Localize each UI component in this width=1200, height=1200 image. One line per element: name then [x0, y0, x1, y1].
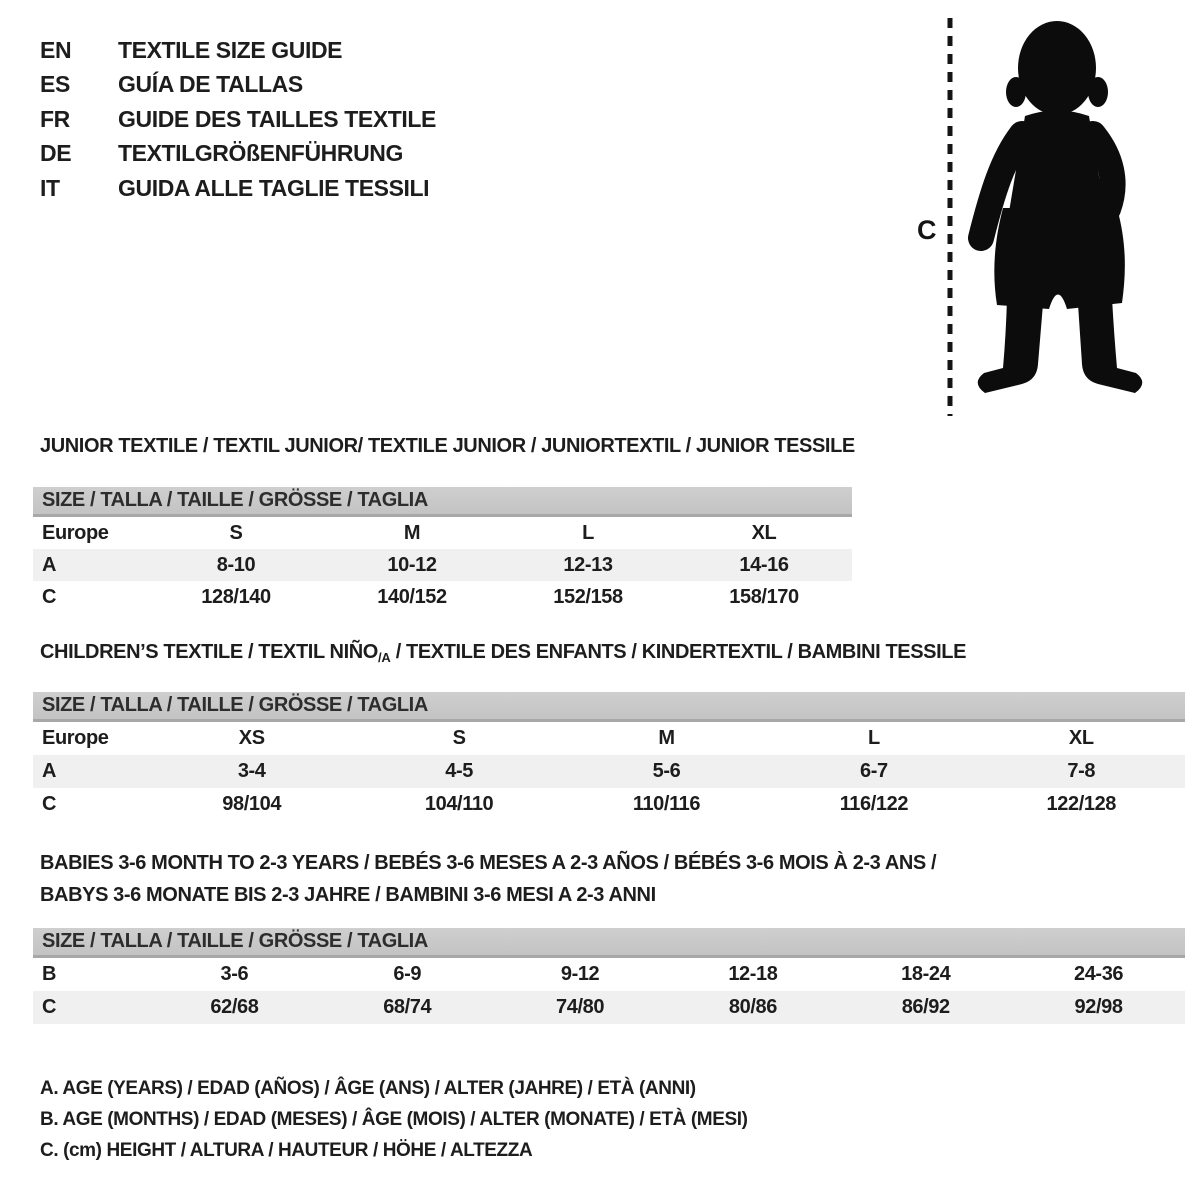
babies-section-title — [40, 847, 936, 911]
cell-age: 5-6 — [652, 760, 681, 782]
junior-row-age — [33, 549, 852, 581]
cell-size: L — [867, 727, 880, 749]
cell-months: 24-36 — [1073, 963, 1124, 985]
legend-line-a: A. AGE (YEARS) / EDAD (AÑOS) / ÂGE (ANS) / ALTER (JAHRE) / ETÀ (ANNI) — [40, 1078, 696, 1099]
legend-line-b: B. AGE (MONTHS) / EDAD (MESES) / ÂGE (MOIS) / ALTER (MONATE) / ETÀ (MESI) — [40, 1109, 748, 1130]
cell-size: S — [229, 521, 243, 544]
lang-row-fr — [40, 102, 436, 137]
lang-title: TEXTILGRÖßENFÜHRUNG — [118, 140, 403, 167]
cell-months: 12-18 — [728, 963, 778, 985]
cell-height: 80/86 — [728, 996, 777, 1018]
cell-height: 74/80 — [556, 996, 605, 1018]
lang-code: EN — [40, 36, 72, 63]
language-header — [40, 33, 436, 206]
cell-age: 6-7 — [860, 760, 888, 782]
row-label: A — [42, 760, 57, 782]
babies-size-table — [33, 928, 1185, 1024]
cell-height: 122/128 — [1046, 793, 1117, 815]
children-section-title — [40, 639, 966, 671]
lang-title: GUIDE DES TAILLES TEXTILE — [118, 105, 436, 132]
cell-height: 92/98 — [1074, 996, 1123, 1018]
cell-months: 3-6 — [220, 963, 249, 985]
cell-height: 104/110 — [424, 793, 494, 815]
children-row-height — [33, 788, 1185, 821]
cell-size: XL — [751, 521, 777, 544]
row-label: Europe — [42, 727, 109, 749]
junior-section-title: JUNIOR TEXTILE / TEXTIL JUNIOR/ TEXTILE JUNIOR / JUNIORTEXTIL / JUNIOR TESSILE — [40, 435, 855, 457]
toddler-silhouette-icon — [978, 21, 1143, 393]
row-label: B — [42, 963, 57, 985]
cell-height: 128/140 — [201, 585, 271, 608]
cell-height: 110/116 — [632, 793, 701, 815]
cell-height: 140/152 — [377, 585, 447, 608]
babies-size-table-header: SIZE / TALLA / TAILLE / GRÖSSE / TAGLIA — [33, 928, 1185, 958]
junior-row-height — [33, 581, 852, 613]
cell-size: M — [658, 727, 675, 749]
row-label: C — [42, 585, 57, 608]
lang-code: DE — [40, 140, 72, 167]
cell-size: L — [582, 521, 594, 544]
children-title-sub: /A — [377, 650, 391, 665]
children-row-europe — [33, 722, 1185, 755]
cell-months: 9-12 — [560, 963, 600, 985]
children-row-age — [33, 755, 1185, 788]
lang-title: GUÍA DE TALLAS — [118, 71, 303, 98]
cell-months: 18-24 — [901, 963, 951, 985]
junior-row-europe — [33, 517, 852, 549]
children-size-table-header: SIZE / TALLA / TAILLE / GRÖSSE / TAGLIA — [33, 692, 1185, 722]
cell-height: 158/170 — [729, 585, 799, 608]
cell-size: S — [452, 727, 466, 749]
legend-line-c: C. (cm) HEIGHT / ALTURA / HAUTEUR / HÖHE / ALTEZZA — [40, 1140, 533, 1161]
junior-size-table-header: SIZE / TALLA / TAILLE / GRÖSSE / TAGLIA — [33, 487, 852, 517]
lang-title: GUIDA ALLE TAGLIE TESSILI — [118, 174, 430, 201]
babies-title-line1: BABIES 3-6 MONTH TO 2-3 YEARS / BEBÉS 3-6 MESES A 2-3 AÑOS / BÉBÉS 3-6 MOIS À 2-3 ANS / — [40, 852, 937, 874]
row-label: Europe — [42, 521, 109, 544]
babies-row-height — [33, 991, 1185, 1024]
lang-row-en — [40, 33, 436, 68]
lang-row-it — [40, 171, 436, 206]
row-label: C — [42, 793, 57, 815]
babies-row-months — [33, 958, 1185, 991]
cell-height: 62/68 — [210, 996, 259, 1018]
cell-height: 116/122 — [839, 793, 909, 815]
cell-months: 6-9 — [393, 963, 422, 985]
cell-age: 10-12 — [387, 553, 437, 576]
cell-height: 86/92 — [901, 996, 950, 1018]
children-title-pre: CHILDREN’S TEXTILE / TEXTIL NIÑO — [40, 641, 378, 663]
height-measure-figure — [895, 12, 1150, 420]
babies-title-line2: BABYS 3-6 MONATE BIS 2-3 JAHRE / BAMBINI 3-6 MESI A 2-3 ANNI — [40, 884, 656, 906]
row-label: A — [42, 553, 57, 576]
children-size-table — [33, 692, 1185, 821]
cell-height: 98/104 — [222, 793, 282, 815]
measurement-legend — [40, 1073, 748, 1166]
cell-age: 14-16 — [739, 553, 789, 576]
lang-row-de — [40, 137, 436, 172]
cell-size: XL — [1068, 727, 1094, 749]
cell-age: 8-10 — [216, 553, 256, 576]
row-label: C — [42, 996, 57, 1018]
cell-size: M — [403, 521, 421, 544]
cell-age: 7-8 — [1067, 760, 1096, 782]
cell-size: XS — [238, 727, 265, 749]
cell-height: 152/158 — [553, 585, 623, 608]
cell-age: 4-5 — [445, 760, 473, 782]
lang-code: ES — [40, 71, 70, 98]
cell-age: 3-4 — [237, 760, 266, 782]
children-title-post: / TEXTILE DES ENFANTS / KINDERTEXTIL / BAMBINI TESSILE — [390, 641, 967, 663]
lang-row-es — [40, 68, 436, 103]
cell-height: 68/74 — [383, 996, 432, 1018]
lang-code: FR — [40, 105, 70, 132]
lang-code: IT — [40, 174, 60, 201]
cell-age: 12-13 — [563, 553, 613, 576]
lang-title: TEXTILE SIZE GUIDE — [118, 36, 343, 63]
measure-label-c: C — [917, 215, 937, 245]
junior-size-table — [33, 487, 852, 613]
